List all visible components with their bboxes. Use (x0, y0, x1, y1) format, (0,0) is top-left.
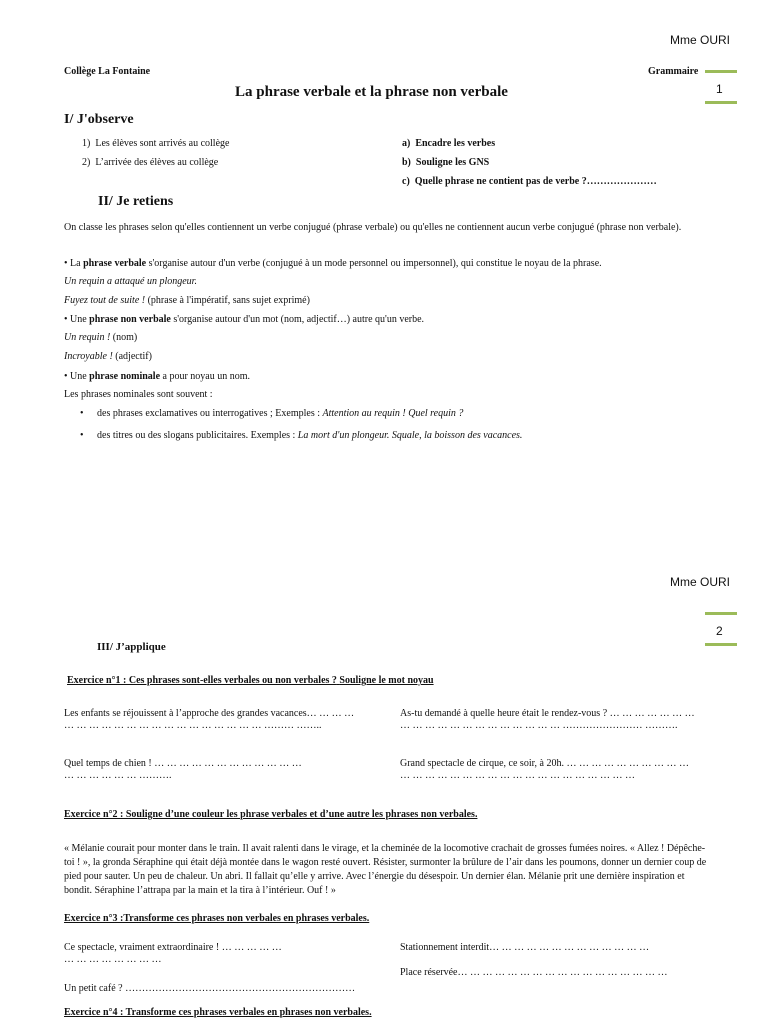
rule-verbal-text: s'organise autour d'un verbe (conjugué à un mode personnel ou impersonnel), qui constitue le noyau de la phrase. (146, 258, 602, 269)
teacher-name: Mme OURI (670, 575, 730, 589)
example-verbal-2 (64, 295, 310, 306)
exercise-1-question: Exercice n°1 : Ces phrases sont-elles verbales ou non verbales ? (67, 675, 337, 686)
bullet-dot-icon: • (80, 430, 84, 441)
rule-nonverbal-text: s'organise autour d'un mot (nom, adjectif…) autre qu'un verbe. (170, 314, 425, 325)
example-nonverbal-1-italic: Un requin ! (64, 332, 111, 343)
exercise-1-title (67, 675, 434, 686)
exercise-1-item: Les enfants se réjouissent à l’approche des grandes vacances… … … … … … … … … … … … … … … … … … … … ……… …….. (64, 708, 355, 731)
intro-paragraph: On classe les phrases selon qu'elles contiennent un verbe conjugué (phrase verbale) ou qu'elles ne contiennent aucun verbe conjugué (phrase non verbale). (64, 222, 682, 233)
bullet-examples: Attention au requin ! Quel requin ? (322, 408, 464, 419)
rule-verbal-term: phrase verbale (83, 258, 147, 269)
rule-nominal-prefix: • Une (64, 371, 90, 382)
exercise-2-title: Exercice n°2 : Souligne d’une couleur les phrase verbales et d’une autre les phrases non verbales. (64, 809, 478, 820)
subject-label: Grammaire (648, 66, 699, 77)
rule-nonverbal (64, 314, 424, 325)
exercise-1-item: As-tu demandé à quelle heure était le rendez-vous ? … … … … … … … … … … … … … … … … … … … … …………………… ………. (400, 708, 695, 731)
exercise-3-item: Place réservée… … … … … … … … … … … … … … … … … (400, 967, 668, 978)
rule-nominal (64, 371, 250, 382)
exercise-4-title: Exercice n°4 : Transforme ces phrases verbales en phrases non verbales. (64, 1007, 372, 1018)
section-heading-retiens: II/ Je retiens (98, 194, 174, 209)
exercise-1-item: Quel temps de chien ! … … … … … … … … … … … … … … … … … … ………. (64, 758, 302, 781)
page-marker-line-bottom (705, 101, 737, 104)
school-name: Collège La Fontaine (64, 66, 151, 77)
example-nonverbal-2 (64, 351, 152, 362)
example-nonverbal-1-note: (nom) (110, 332, 138, 343)
exercise-3-item: Un petit café ? …………………………………………………………… (64, 983, 356, 994)
exercise-3-item: Stationnement interdit… … … … … … … … … … … … … (400, 942, 650, 953)
instruction-item: a) Encadre les verbes (402, 138, 496, 149)
example-nonverbal-2-italic: Incroyable ! (64, 351, 113, 362)
nominal-intro: Les phrases nominales sont souvent : (64, 389, 213, 400)
page-marker-line-top (705, 612, 737, 615)
exercise-2-text: « Mélanie courait pour monter dans le train. Il avait ralenti dans le virage, et la cheminée de la locomotive crachait de grosses fumées noires. « Allez ! Dépêche-toi ! », la gronda Séraphine qui était déjà montée dans le wagon resté ouvert. Résister, surmonter la brûlure de l’air dans les poumons, donner un dernier coup de pied pour sauter. Un peu de chaleur. Un abri. Il fallait qu’elle y arrive. Avec l’énergie du désespoir. Un dernier élan. Mélanie prit une dernière inspiration et bondit. Séraphine l’attrapa par la main et la tira à l’intérieur. Ouf ! » (64, 843, 707, 896)
bullet-text: des phrases exclamatives ou interrogatives ; Exemples : (97, 408, 323, 419)
bullet-text: des titres ou des slogans publicitaires. Exemples : (97, 430, 298, 441)
bullet-item (80, 430, 522, 441)
page-title: La phrase verbale et la phrase non verbale (235, 84, 508, 100)
rule-nonverbal-term: phrase non verbale (89, 314, 171, 325)
instruction-item: c) Quelle phrase ne contient pas de verbe ?………………… (402, 176, 657, 187)
rule-verbal (64, 258, 602, 269)
example-nonverbal-1 (64, 332, 137, 343)
section-heading-observe: I/ J'observe (64, 112, 134, 127)
example-verbal-2-italic: Fuyez tout de suite ! (64, 295, 146, 306)
teacher-name: Mme OURI (670, 33, 730, 47)
rule-nominal-text: a pour noyau un nom. (160, 371, 251, 382)
rule-verbal-prefix: • La (64, 258, 84, 269)
exercise-3-title: Exercice n°3 :Transforme ces phrases non verbales en phrases verbales. (64, 913, 370, 924)
observe-item: 2) L’arrivée des élèves au collège (82, 157, 219, 168)
exercise-3-item: Ce spectacle, vraiment extraordinaire ! … … … … … … … … … … … … … (64, 942, 282, 965)
page-marker-line-bottom (705, 643, 737, 646)
instruction-item: b) Souligne les GNS (402, 157, 490, 168)
page-marker-line-top (705, 70, 737, 73)
page-number: 1 (716, 82, 723, 96)
rule-nominal-term: phrase nominale (89, 371, 161, 382)
example-nonverbal-2-note: (adjectif) (112, 351, 152, 362)
bullet-dot-icon: • (80, 408, 84, 419)
example-verbal-1: Un requin a attaqué un plongeur. (64, 276, 197, 287)
bullet-item (80, 408, 463, 419)
rule-nonverbal-prefix: • Une (64, 314, 90, 325)
section-heading-applique: III/ J’applique (97, 641, 166, 653)
bullet-examples: La mort d'un plongeur. Squale, la boisson des vacances. (297, 430, 523, 441)
page-number: 2 (716, 624, 723, 638)
observe-item: 1) Les élèves sont arrivés au collège (82, 138, 230, 149)
exercise-1-item: Grand spectacle de cirque, ce soir, à 20h. … … … … … … … … … … … … … … … … … … … … … … … … … … … … … (400, 758, 689, 781)
exercise-1-instruction: Souligne le mot noyau (339, 675, 434, 686)
example-verbal-2-note: (phrase à l'impératif, sans sujet exprimé) (145, 295, 310, 306)
